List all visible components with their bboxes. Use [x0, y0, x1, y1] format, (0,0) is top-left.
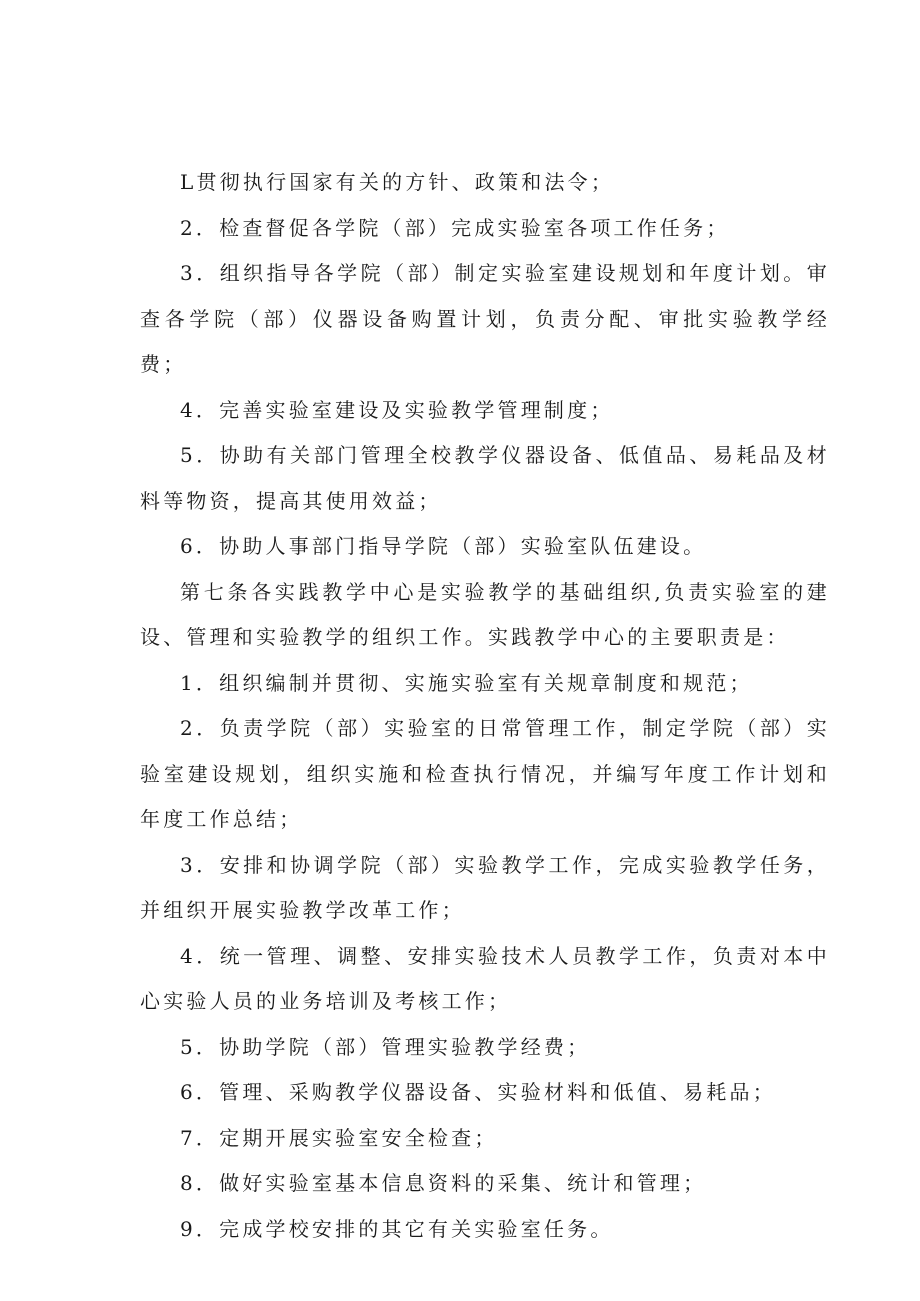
paragraph-center-duty-5: 5．协助学院（部）管理实验教学经费； [180, 1034, 591, 1059]
paragraph-center-duty-4: 4．统一管理、调整、安排实验技术人员教学工作，负责对本中心实验人员的业务培训及考核工作； [140, 943, 830, 1013]
paragraph-center-duty-1: 1．组织编制并贯彻、实施实验室有关规章制度和规范； [180, 670, 753, 695]
document-body [140, 160, 830, 1252]
paragraph-duty-1: L贯彻执行国家有关的方针、政策和法令； [180, 170, 615, 194]
paragraph-duty-3: 3．组织指导各学院（部）制定实验室建设规划和年度计划。审查各学院（部）仪器设备购置计划，负责分配、审批实验教学经费； [140, 261, 830, 376]
paragraph-center-duty-9: 9．完成学校安排的其它有关实验室任务。 [180, 1216, 614, 1241]
paragraph-center-duty-2: 2．负责学院（部）实验室的日常管理工作，制定学院（部）实验室建设规划，组织实施和检查执行情况，并编写年度工作计划和年度工作总结； [140, 716, 830, 831]
paragraph-center-duty-7: 7．定期开展实验室安全检查； [180, 1125, 498, 1150]
paragraph-article-7: 第七条各实践教学中心是实验教学的基础组织,负责实验室的建设、管理和实验教学的组织工作。实践教学中心的主要职责是： [140, 579, 830, 649]
paragraph-center-duty-8: 8．做好实验室基本信息资料的采集、统计和管理； [180, 1171, 707, 1195]
paragraph-duty-5: 5．协助有关部门管理全校教学仪器设备、低值品、易耗品及材料等物资，提高其使用效益； [140, 443, 830, 513]
paragraph-duty-2: 2．检查督促各学院（部）完成实验室各项工作任务； [180, 215, 730, 240]
paragraph-center-duty-6: 6．管理、采购教学仪器设备、实验材料和低值、易耗品； [180, 1080, 776, 1104]
paragraph-duty-6: 6．协助人事部门指导学院（部）实验室队伍建设。 [180, 534, 707, 558]
paragraph-duty-4: 4．完善实验室建设及实验教学管理制度； [180, 397, 614, 422]
paragraph-center-duty-3: 3．安排和协调学院（部）实验教学工作，完成实验教学任务，并组织开展实验教学改革工作； [140, 852, 830, 922]
